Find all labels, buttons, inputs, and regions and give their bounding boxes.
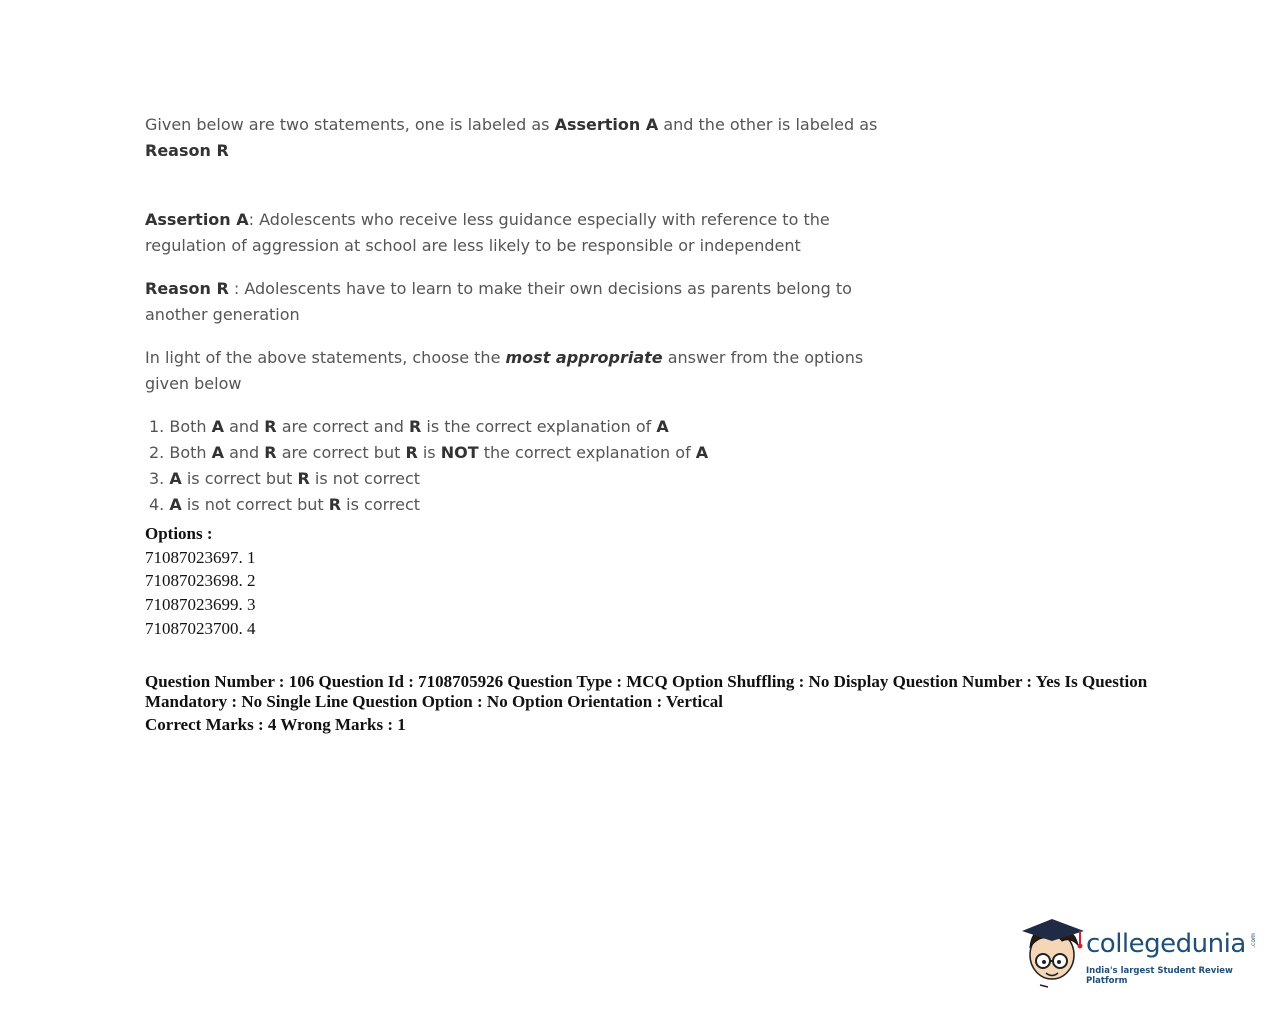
assertion-text: : Adolescents who receive less guidance especially with reference to the regulation of aggression at school are less likely to be responsible or independent [145,210,830,255]
logo-com: .com [1249,933,1257,948]
option-item: 71087023699. 3 [145,595,256,615]
marks-line: Correct Marks : 4 Wrong Marks : 1 [145,715,406,734]
reason-label: Reason R [145,279,229,298]
question-intro [145,112,905,164]
options-list [145,522,256,641]
assertion-label: Assertion A [145,210,249,229]
assertion-statement [145,207,905,259]
intro-text: Given below are two statements, one is labeled as [145,115,555,134]
choice-item: 2. Both A and R are correct but R is NOT the correct explanation of A [149,443,709,462]
mascot-icon [1022,915,1086,990]
answer-choices [145,414,905,518]
reason-statement [145,276,905,328]
option-item: 71087023700. 4 [145,618,256,638]
logo-tagline: India's largest Student Review Platform [1086,966,1233,986]
collegedunia-logo [1022,915,1262,990]
prompt-text: In light of the above statements, choose the [145,348,506,367]
option-item: 71087023698. 2 [145,571,256,591]
assertion-label-inline: Assertion A [554,115,659,134]
intro-text-2: and the other is labeled as [658,115,878,134]
question-metadata [145,672,1155,735]
logo-wordmark: collegedunia [1086,929,1246,959]
choice-item: 4. A is not correct but R is correct [149,495,421,514]
option-item: 71087023697. 1 [145,547,256,567]
question-prompt [145,345,905,397]
choice-item: 1. Both A and R are correct and R is the correct explanation of A [149,417,669,436]
prompt-text-2: answer from the options given below [145,348,864,393]
question-block [145,112,905,518]
choice-item: 3. A is correct but R is not correct [149,469,421,488]
reason-text: : Adolescents have to learn to make their own decisions as parents belong to another generation [145,279,852,324]
prompt-emphasis: most appropriate [505,348,663,367]
options-heading: Options : [145,524,213,543]
reason-label-inline: Reason R [145,141,229,160]
metadata-line: Question Number : 106 Question Id : 7108705926 Question Type : MCQ Option Shuffling : No Display Question Number : Yes Is Question Mandatory : No Single Line Question Option : No Option Orientation : Vertical [145,672,1148,711]
